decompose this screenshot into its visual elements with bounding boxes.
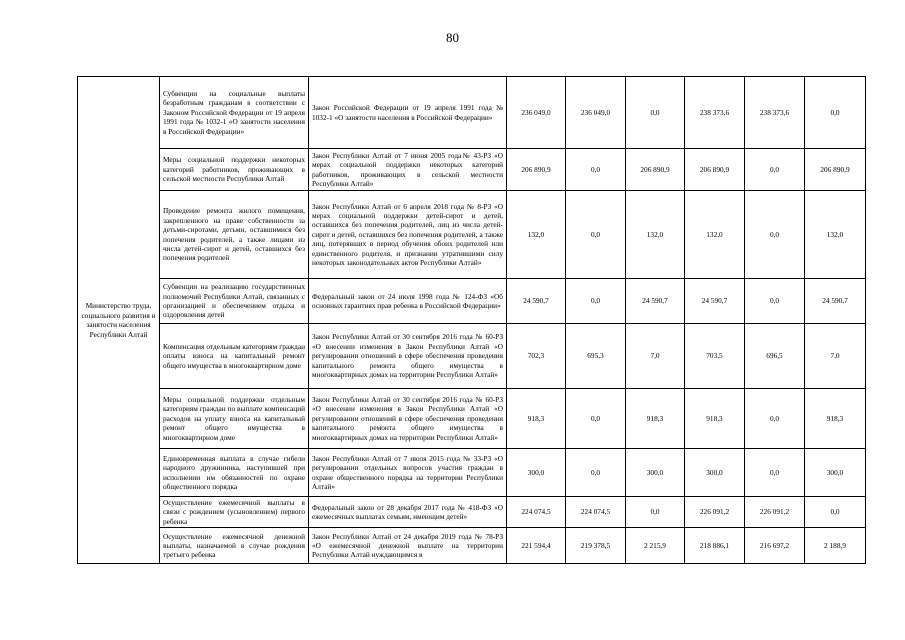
amount-cell-v1: 224 074,5 bbox=[507, 497, 566, 528]
amount-cell-v3: 24 590,7 bbox=[626, 279, 685, 324]
amount-cell-v4: 226 091,2 bbox=[685, 497, 745, 528]
amount-cell-v1: 236 049,0 bbox=[507, 77, 566, 149]
amount-cell-v1: 24 590,7 bbox=[507, 279, 566, 324]
amount-cell-v5: 0,0 bbox=[745, 279, 805, 324]
legal-basis-cell: Закон Российской Федерации от 19 апреля 1991 года № 1032-1 «О занятости населения в Российской Федерации» bbox=[309, 77, 507, 149]
amount-cell-v3: 0,0 bbox=[626, 497, 685, 528]
amount-cell-v5: 0,0 bbox=[745, 449, 805, 497]
amount-cell-v2: 0,0 bbox=[566, 149, 626, 191]
amount-cell-v5: 0,0 bbox=[745, 149, 805, 191]
amount-cell-v3: 7,0 bbox=[626, 324, 685, 389]
amount-cell-v2: 0,0 bbox=[566, 389, 626, 449]
amount-cell-v1: 221 594,4 bbox=[507, 528, 566, 564]
amount-cell-v6: 206 890,9 bbox=[805, 149, 866, 191]
amount-cell-v3: 206 890,9 bbox=[626, 149, 685, 191]
amount-cell-v3: 2 215,9 bbox=[626, 528, 685, 564]
amount-cell-v6: 2 188,9 bbox=[805, 528, 866, 564]
amount-cell-v2: 0,0 bbox=[566, 191, 626, 279]
legal-basis-cell: Федеральный закон от 28 декабря 2017 года № 418-ФЗ «О ежемесячных выплатах семьям, имеющим детей» bbox=[309, 497, 507, 528]
legal-basis-cell: Закон Республики Алтай от 7 июля 2015 года № 33-РЗ «О регулировании отдельных вопросов участия граждан в охране общественного порядка на территории Республики Алтай» bbox=[309, 449, 507, 497]
amount-cell-v3: 918,3 bbox=[626, 389, 685, 449]
expense-name-cell: Осуществление ежемесячной выплаты в связи с рождением (усыновлением) первого ребенка bbox=[160, 497, 309, 528]
expense-name-cell: Осуществление ежемесячной денежной выплаты, назначаемой в случае рождения третьего ребенка bbox=[160, 528, 309, 564]
table-row bbox=[78, 324, 866, 389]
amount-cell-v4: 132,0 bbox=[685, 191, 745, 279]
amount-cell-v5: 226 091,2 bbox=[745, 497, 805, 528]
table-row bbox=[78, 528, 866, 564]
amount-cell-v2: 695,3 bbox=[566, 324, 626, 389]
amount-cell-v2: 219 378,5 bbox=[566, 528, 626, 564]
amount-cell-v4: 918,3 bbox=[685, 389, 745, 449]
amount-cell-v6: 300,0 bbox=[805, 449, 866, 497]
table-row bbox=[78, 497, 866, 528]
expense-name-cell: Субвенции на реализацию государственных полномочий Республики Алтай, связанных с организацией и обеспечением отдыха и оздоровления детей bbox=[160, 279, 309, 324]
amount-cell-v2: 224 074,5 bbox=[566, 497, 626, 528]
amount-cell-v1: 132,0 bbox=[507, 191, 566, 279]
amount-cell-v4: 703,5 bbox=[685, 324, 745, 389]
amount-cell-v3: 132,0 bbox=[626, 191, 685, 279]
page-number: 80 bbox=[446, 30, 459, 45]
amount-cell-v2: 236 049,0 bbox=[566, 77, 626, 149]
amount-cell-v1: 300,0 bbox=[507, 449, 566, 497]
amount-cell-v3: 300,0 bbox=[626, 449, 685, 497]
table-row bbox=[78, 279, 866, 324]
amount-cell-v4: 238 373,6 bbox=[685, 77, 745, 149]
amount-cell-v1: 918,3 bbox=[507, 389, 566, 449]
amount-cell-v5: 238 373,6 bbox=[745, 77, 805, 149]
amount-cell-v4: 206 890,9 bbox=[685, 149, 745, 191]
table-row bbox=[78, 389, 866, 449]
table-row bbox=[78, 149, 866, 191]
table-row bbox=[78, 77, 866, 149]
amount-cell-v5: 216 697,2 bbox=[745, 528, 805, 564]
legal-basis-cell: Закон Республики Алтай от 7 июня 2005 года№ 43-РЗ «О мерах социальной поддержки некоторых категорий работников, проживающих в сельской местности Республики Алтай» bbox=[309, 149, 507, 191]
table-row bbox=[78, 191, 866, 279]
amount-cell-v6: 918,3 bbox=[805, 389, 866, 449]
legal-basis-cell: Закон Республики Алтай от 30 сентября 2016 года № 60-РЗ «О внесении изменения в Закон Республики Алтай «О регулировании отношений в сфере обеспечения проведения капитального ремонта общего имущества в многоквартирных домах на территории Республики Алтай» bbox=[309, 389, 507, 449]
amount-cell-v5: 0,0 bbox=[745, 191, 805, 279]
expense-name-cell: Субвенции на социальные выплаты безработным гражданам в соответствии с Законом Российской Федерации от 19 апреля 1991 года № 1032-1 «О занятости населения в Российской Федерации» bbox=[160, 77, 309, 149]
amount-cell-v1: 206 890,9 bbox=[507, 149, 566, 191]
amount-cell-v4: 218 886,1 bbox=[685, 528, 745, 564]
ministry-cell: Министерство труда, социального развития и занятости населения Республики Алтай bbox=[78, 77, 160, 564]
legal-basis-cell: Закон Республики Алтай от 30 сентября 2016 года № 60-РЗ «О внесении изменения в Закон Республики Алтай «О регулировании отношений в сфере обеспечения проведения капитального ремонта общего имущества в многоквартирных домах на территории Республики Алтай» bbox=[309, 324, 507, 389]
amount-cell-v2: 0,0 bbox=[566, 449, 626, 497]
amount-cell-v5: 0,0 bbox=[745, 389, 805, 449]
amount-cell-v4: 24 590,7 bbox=[685, 279, 745, 324]
amount-cell-v1: 702,3 bbox=[507, 324, 566, 389]
amount-cell-v5: 696,5 bbox=[745, 324, 805, 389]
amount-cell-v2: 0,0 bbox=[566, 279, 626, 324]
amount-cell-v6: 7,0 bbox=[805, 324, 866, 389]
amount-cell-v4: 300,0 bbox=[685, 449, 745, 497]
amount-cell-v6: 0,0 bbox=[805, 497, 866, 528]
expense-name-cell: Меры социальной поддержки некоторых категорий работников, проживающих в сельской местности Республики Алтай bbox=[160, 149, 309, 191]
expense-name-cell: Единовременная выплата в случае гибели народного дружинника, наступившей при исполнении им обязанностей по охране общественного порядка bbox=[160, 449, 309, 497]
amount-cell-v6: 24 590,7 bbox=[805, 279, 866, 324]
amount-cell-v6: 0,0 bbox=[805, 77, 866, 149]
expense-name-cell: Меры социальной поддержки отдельным категориям граждан по выплате компенсаций расходов на уплату взноса на капитальный ремонт общего имущества в многоквартирном доме bbox=[160, 389, 309, 449]
amount-cell-v6: 132,0 bbox=[805, 191, 866, 279]
expense-name-cell: Проведение ремонта жилого помещения, закрепленного на праве собственности за детьми-сиротами, детьми, оставшимися без попечения родителей, а также лицами из числа детей-сирот и детей, оставшихся без попечения родителей bbox=[160, 191, 309, 279]
budget-table bbox=[77, 76, 866, 564]
expense-name-cell: Компенсация отдельным категориям граждан оплаты взноса на капитальный ремонт общего имущества в многоквартирном доме bbox=[160, 324, 309, 389]
amount-cell-v3: 0,0 bbox=[626, 77, 685, 149]
legal-basis-cell: Закон Республики Алтай от 24 декабря 2019 года № 78-РЗ «О ежемесячной денежной выплате на территории Республики Алтай нуждающимся в bbox=[309, 528, 507, 564]
legal-basis-cell: Закон Республики Алтай от 6 апреля 2018 года № 8-РЗ «О мерах социальной поддержки детей-сирот и детей, оставшихся без попечения родителей, лиц из числа детей-сирот и детей, оставшихся без попечения родителей, а также лиц, потерявших в период обучения обоих родителей или единственного родителя, и признании утратившими силу некоторых законодательных актов Республики Алтай» bbox=[309, 191, 507, 279]
table-row bbox=[78, 449, 866, 497]
legal-basis-cell: Федеральный закон от 24 июля 1998 года № 124-ФЗ «Об основных гарантиях прав ребенка в Российской Федерации» bbox=[309, 279, 507, 324]
